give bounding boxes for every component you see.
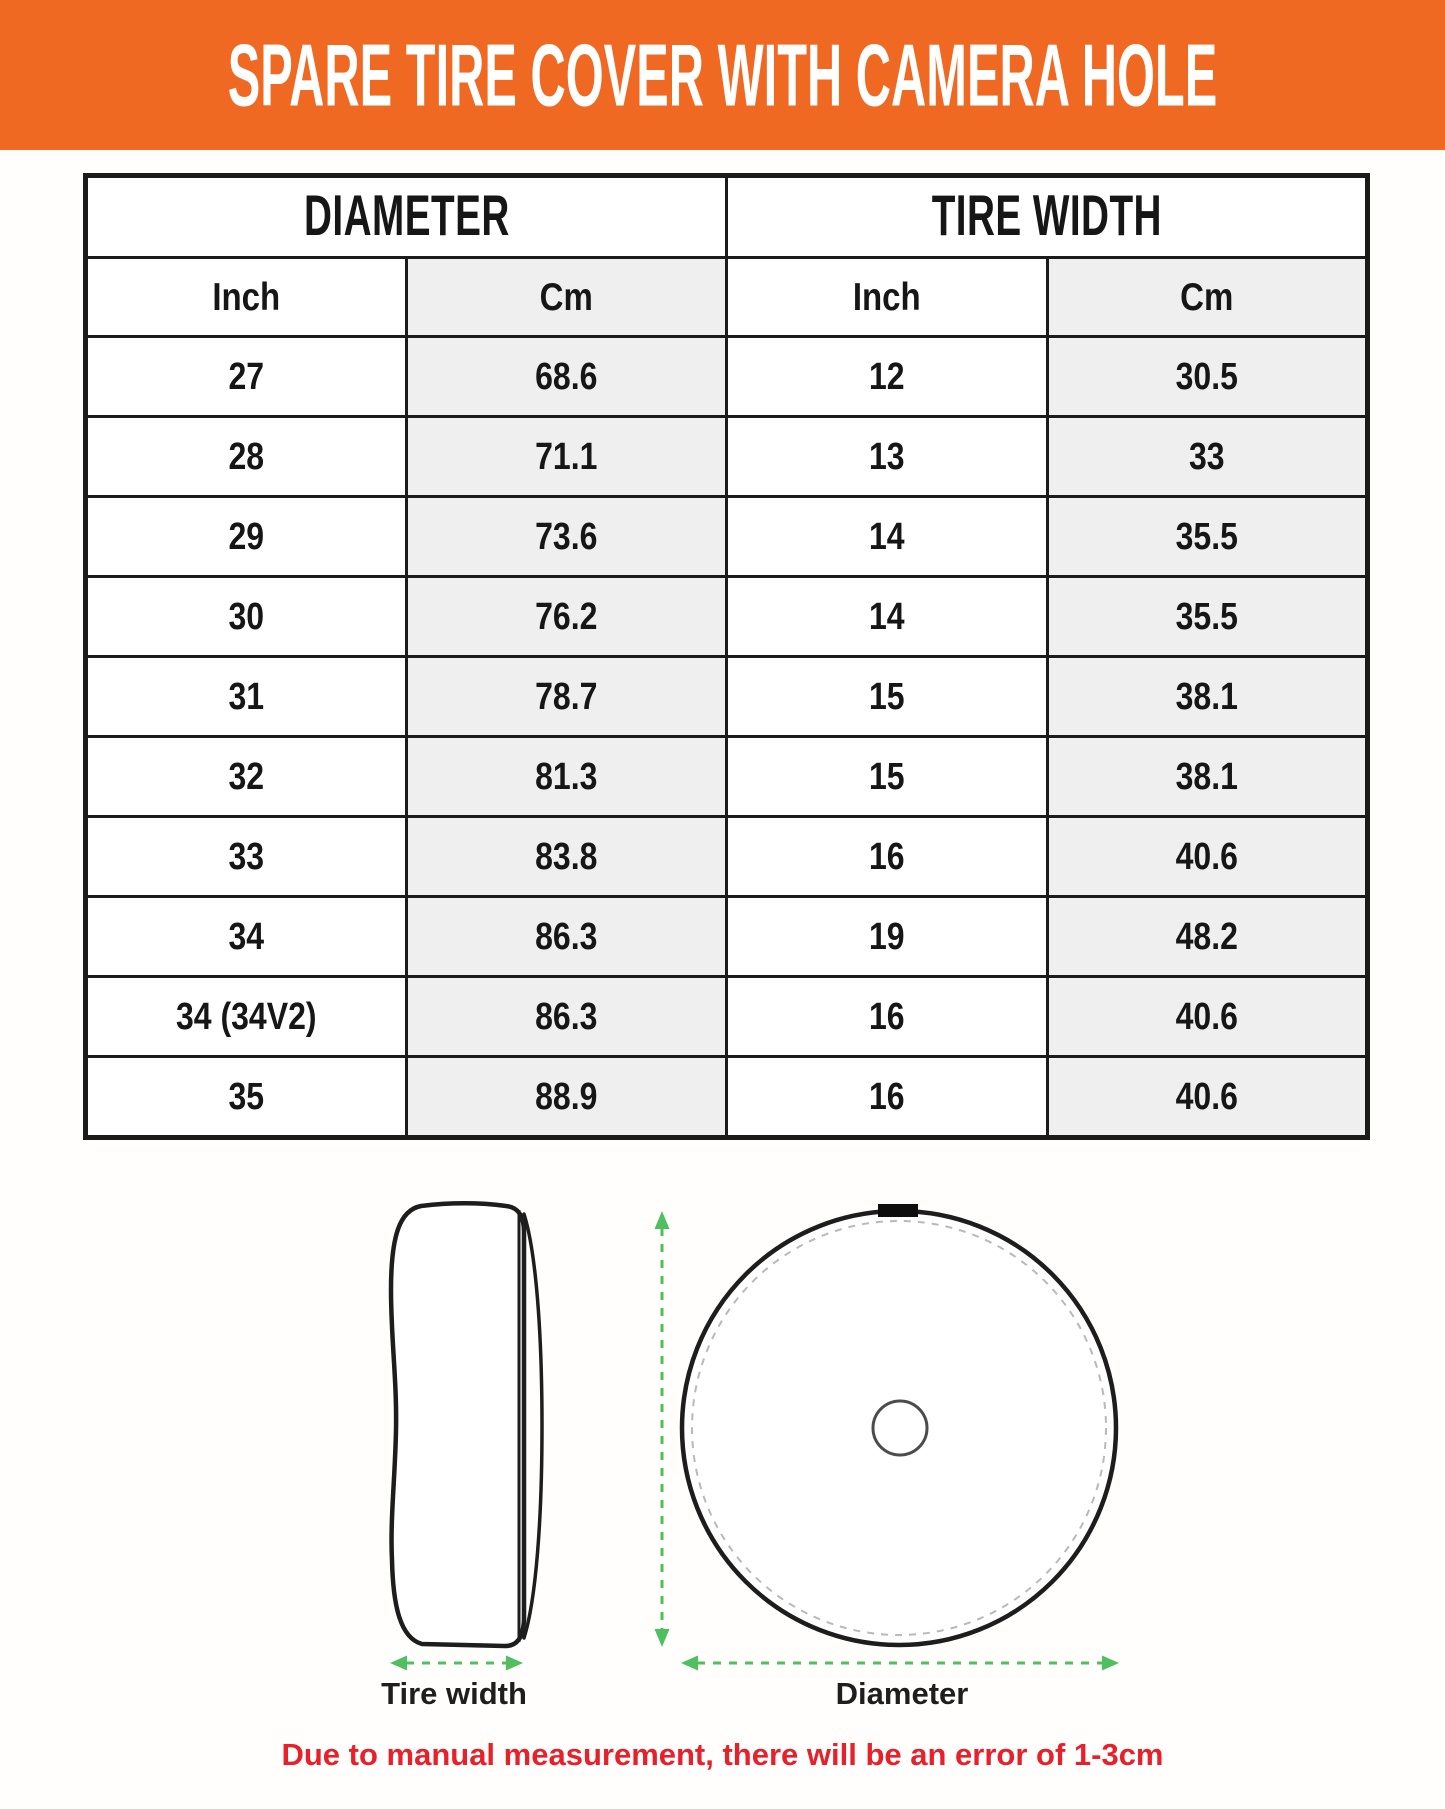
unit-header-inch-width: Inch: [727, 258, 1048, 337]
table-cell: 88.9: [406, 1057, 727, 1138]
table-cell: 40.6: [1047, 977, 1368, 1057]
table-cell: 27: [86, 337, 407, 417]
table-cell: 48.2: [1047, 897, 1368, 977]
group-header-row: [86, 176, 1368, 258]
table-row: [86, 737, 1368, 817]
tire-diagram: [320, 1190, 1180, 1720]
table-cell: 68.6: [406, 337, 727, 417]
table-row: [86, 1057, 1368, 1138]
table-cell: 38.1: [1047, 657, 1368, 737]
tire-width-label: Tire width: [381, 1676, 527, 1711]
unit-header-row: [86, 258, 1368, 337]
height-arrow: [655, 1211, 670, 1647]
camera-hole: [873, 1401, 927, 1455]
header-banner: [0, 0, 1445, 150]
table-cell: 30: [86, 577, 407, 657]
table-cell: 16: [727, 977, 1048, 1057]
tire-side-outer-edge: [524, 1214, 542, 1638]
table-cell: 32: [86, 737, 407, 817]
table-row: [86, 977, 1368, 1057]
table-cell: 31: [86, 657, 407, 737]
diameter-group-label: DIAMETER: [303, 184, 510, 249]
table-cell: 33: [1047, 417, 1368, 497]
table-row: [86, 497, 1368, 577]
measurement-note: Due to manual measurement, there will be an error of 1-3cm: [281, 1737, 1164, 1772]
table-cell: 33: [86, 817, 407, 897]
unit-header-inch-diameter: Inch: [86, 258, 407, 337]
table-cell: 40.6: [1047, 1057, 1368, 1138]
table-cell: 15: [727, 737, 1048, 817]
table-cell: 15: [727, 657, 1048, 737]
diameter-arrow: [681, 1656, 1119, 1671]
table-cell: 14: [727, 497, 1048, 577]
table-cell: 86.3: [406, 977, 727, 1057]
table-row: [86, 337, 1368, 417]
size-table: [83, 173, 1370, 1140]
table-row: [86, 657, 1368, 737]
table-cell: 86.3: [406, 897, 727, 977]
table-cell: 12: [727, 337, 1048, 417]
diameter-label: Diameter: [835, 1676, 969, 1711]
tire-side-view-outline: [391, 1203, 524, 1646]
table-cell: 71.1: [406, 417, 727, 497]
table-row: [86, 897, 1368, 977]
tire-width-arrow: [390, 1656, 523, 1671]
table-cell: 78.7: [406, 657, 727, 737]
table-cell: 35.5: [1047, 577, 1368, 657]
table-cell: 13: [727, 417, 1048, 497]
table-cell: 81.3: [406, 737, 727, 817]
table-cell: 83.8: [406, 817, 727, 897]
table-cell: 73.6: [406, 497, 727, 577]
unit-header-cm-diameter: Cm: [406, 258, 727, 337]
unit-header-cm-width: Cm: [1047, 258, 1368, 337]
table-cell: 40.6: [1047, 817, 1368, 897]
table-cell: 14: [727, 577, 1048, 657]
table-cell: 29: [86, 497, 407, 577]
tire-width-group-label: TIRE WIDTH: [931, 184, 1162, 249]
page-title: SPARE TIRE COVER WITH CAMERA HOLE: [227, 25, 1218, 125]
table-cell: 30.5: [1047, 337, 1368, 417]
group-header-diameter: [86, 176, 727, 258]
table-row: [86, 417, 1368, 497]
table-cell: 34 (34V2): [86, 977, 407, 1057]
table-cell: 28: [86, 417, 407, 497]
table-cell: 16: [727, 1057, 1048, 1138]
table-cell: 38.1: [1047, 737, 1368, 817]
table-cell: 34: [86, 897, 407, 977]
table-cell: 35: [86, 1057, 407, 1138]
table-cell: 76.2: [406, 577, 727, 657]
table-row: [86, 817, 1368, 897]
table-cell: 19: [727, 897, 1048, 977]
table-row: [86, 577, 1368, 657]
table-cell: 16: [727, 817, 1048, 897]
top-marker: [878, 1204, 918, 1217]
group-header-tire-width: [727, 176, 1368, 258]
table-cell: 35.5: [1047, 497, 1368, 577]
